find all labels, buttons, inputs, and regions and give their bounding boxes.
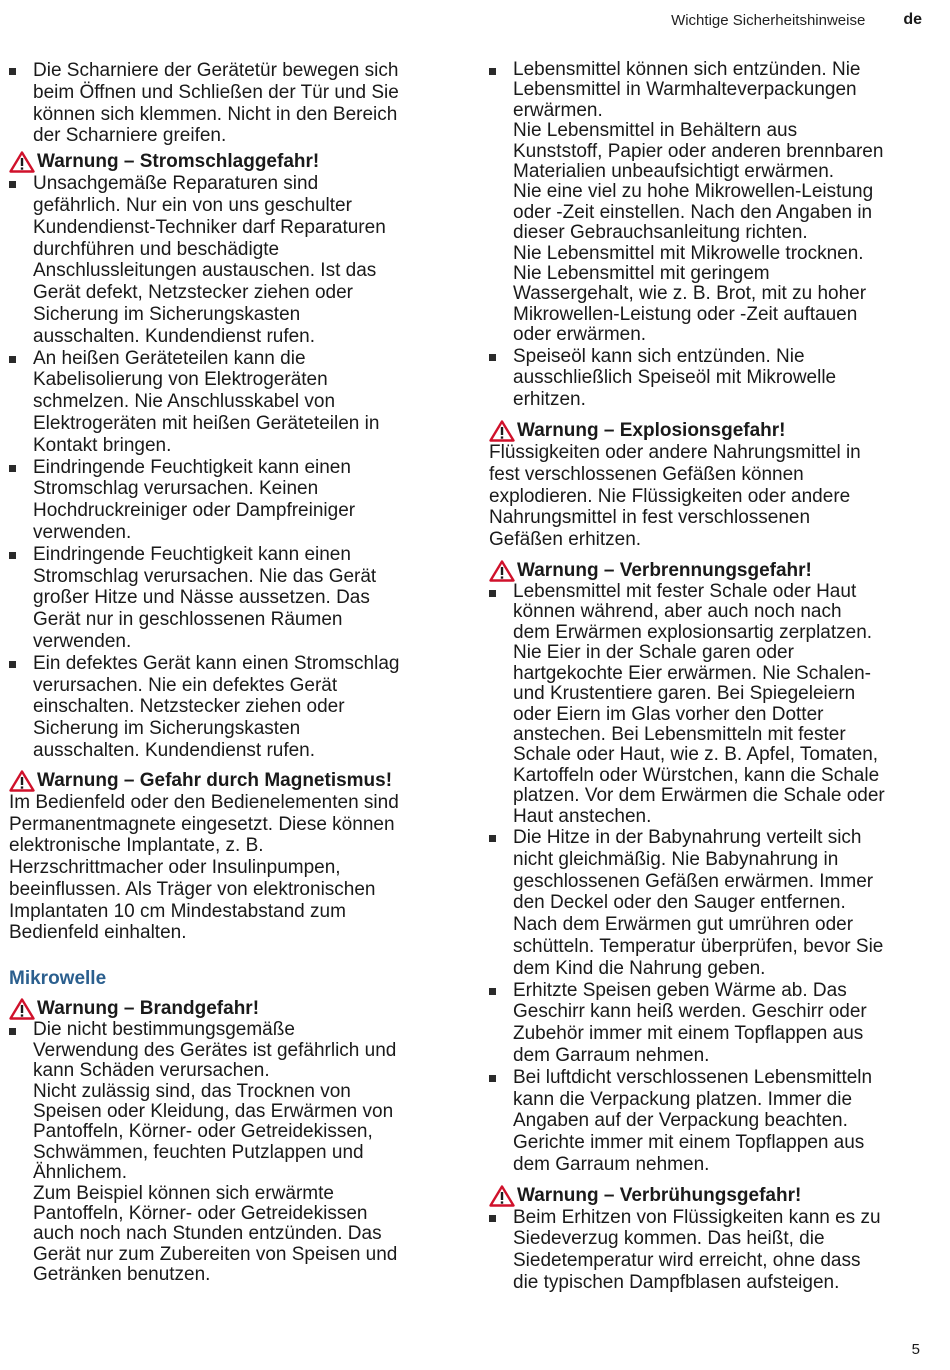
text-line: Hochdruckreiniger oder Dampfreiniger	[33, 500, 356, 522]
text-line: kann Schäden verursachen.	[33, 1060, 270, 1082]
list-item-baby-food	[489, 827, 934, 980]
text-line: Kabelisolierung von Elektrogeräten	[33, 369, 328, 391]
text-line: Ähnlichem.	[33, 1162, 127, 1184]
text-line: Mikrowellen-Leistung oder -Zeit auftauen	[513, 303, 858, 325]
text-line: oder Eiern im Glas vorher den Dotter	[513, 703, 824, 725]
text-line: Kartoffeln oder Würstchen, kann die Schale	[513, 764, 880, 786]
text-line: Bedienfeld einhalten.	[9, 922, 187, 944]
text-line: platzen. Vor dem Erwärmen die Schale oder	[513, 785, 885, 807]
text-line: und Krustentiere garen. Bei Spiegeleiern	[513, 683, 856, 705]
text-line: dem Erwärmen explosionsartig zerplatzen.	[513, 621, 873, 643]
item-text	[513, 827, 934, 980]
item-text	[513, 582, 934, 827]
text-line: oder -Zeit einstellen. Nach den Angaben in	[513, 201, 873, 223]
text-line: Lebensmittel in Warmhalteverpackungen	[513, 79, 857, 101]
text-line: Nicht zulässig sind, das Trocknen von	[33, 1080, 351, 1102]
text-line: einschalten. Netzstecker ziehen oder	[33, 696, 345, 718]
text-line: erwärmen.	[513, 99, 603, 121]
item-text	[513, 60, 934, 346]
text-line: verursachen. Nie ein defektes Gerät	[33, 674, 338, 696]
text-line: können während, aber auch noch nach	[513, 601, 842, 623]
text-line: Stromschlag verursachen. Keinen	[33, 478, 319, 500]
right-column	[489, 60, 934, 1294]
text-line: auch noch nach Stunden entzünden. Das	[33, 1223, 382, 1245]
list-item-oil	[489, 346, 934, 411]
text-line: Eindringende Feuchtigkeit kann einen	[33, 543, 351, 565]
text-line: Die nicht bestimmungsgemäße	[33, 1019, 295, 1041]
text-line: Kontakt bringen.	[33, 434, 172, 456]
text-line: Stromschlag verursachen. Nie das Gerät	[33, 565, 377, 587]
item-text	[33, 60, 454, 147]
text-line: Nie Lebensmittel in Behältern aus	[513, 120, 798, 142]
warning-title: Warnung – Brandgefahr!	[37, 998, 260, 1020]
bullet-icon	[489, 354, 496, 361]
text-line: Gerät defekt, Netzstecker ziehen oder	[33, 282, 353, 304]
text-line: anstechen. Bei Lebensmitteln mit fester	[513, 723, 846, 745]
warning-heading-magnetismus	[9, 770, 454, 792]
text-line: den Deckel oder den Sauger entfernen.	[513, 892, 846, 914]
text-line: beeinflussen. Als Träger von elektronischen	[9, 878, 376, 900]
text-line: Nie Lebensmittel mit Mikrowelle trocknen.	[513, 242, 864, 264]
text-line: nicht gleichmäßig. Nie Babynahrung in	[513, 848, 839, 870]
bullet-icon	[489, 1075, 496, 1082]
text-line: erhitzen.	[513, 389, 586, 411]
text-line: Wassergehalt, wie z. B. Brot, mit zu hoher	[513, 283, 867, 305]
warning-triangle-icon	[9, 151, 35, 173]
warning-title: Warnung – Gefahr durch Magnetismus!	[37, 769, 393, 791]
list-item-shell	[489, 582, 934, 827]
text-line: durchführen und beschädigte	[33, 238, 280, 260]
list-item-boiling	[489, 1207, 934, 1294]
text-line: großer Hitze und Nässe aussetzen. Das	[33, 587, 370, 609]
explosion-paragraph	[489, 442, 934, 551]
text-line: Gerät nur in geschlossenen Räumen	[33, 609, 343, 631]
bullet-icon	[9, 661, 16, 668]
bullet-icon	[489, 1215, 496, 1222]
text-line: Pantoffeln, Körner- oder Getreidekissen	[33, 1202, 368, 1224]
text-line: dieser Gebrauchsanleitung richten.	[513, 222, 808, 244]
text-line: Erhitzte Speisen geben Wärme ab. Das	[513, 979, 847, 1001]
text-line: dem Kind die Nahrung geben.	[513, 957, 766, 979]
warning-heading-burn	[489, 560, 934, 582]
text-line: Schwämmen, feuchten Putzlappen und	[33, 1141, 364, 1163]
text-line: Lebensmittel mit fester Schale oder Haut	[513, 581, 857, 603]
text-line: Zum Beispiel können sich erwärmte	[33, 1182, 334, 1204]
warning-title: Warnung – Stromschlaggefahr!	[37, 151, 320, 173]
list-item-hinges	[9, 60, 454, 147]
item-text	[33, 348, 454, 457]
text-line: Nach dem Erwärmen gut umrühren oder	[513, 914, 854, 936]
text-line: Speiseöl kann sich entzünden. Nie	[513, 345, 805, 367]
header-language: de	[903, 11, 922, 28]
text-line: gefährlich. Nur ein von uns geschulter	[33, 194, 352, 216]
bullet-icon	[489, 68, 496, 75]
bullet-icon	[9, 465, 16, 472]
text-line: Die Hitze in der Babynahrung verteilt sich	[513, 826, 862, 848]
text-line: oder erwärmen.	[513, 324, 647, 346]
bullet-icon	[489, 590, 496, 597]
text-line: Nie eine viel zu hohe Mikrowellen-Leistung	[513, 181, 874, 203]
list-item-repairs	[9, 173, 454, 347]
header-title: Wichtige Sicherheitshinweise	[671, 11, 866, 29]
text-line: Permanentmagnete eingesetzt. Diese können	[9, 813, 395, 835]
text-line: Ein defektes Gerät kann einen Stromschlag	[33, 652, 400, 674]
bullet-icon	[9, 68, 16, 75]
text-line: Materialien unbeaufsichtigt erwärmen.	[513, 161, 835, 183]
text-line: Nie Lebensmittel mit geringem	[513, 263, 770, 285]
list-item-airtight	[489, 1067, 934, 1176]
list-item-moisture-heat	[9, 544, 454, 653]
text-line: können sich klemmen. Nicht in den Bereich	[33, 103, 398, 125]
text-line: der Scharniere greifen.	[33, 125, 227, 147]
list-item-moisture-cleaner	[9, 457, 454, 544]
text-line: Angaben auf der Verpackung beachten.	[513, 1110, 848, 1132]
text-line: An heißen Geräteteilen kann die	[33, 347, 306, 369]
list-item-food-ignite	[489, 60, 934, 346]
warning-title: Warnung – Explosionsgefahr!	[517, 420, 786, 442]
text-line: Im Bedienfeld oder den Bedienelementen sind	[9, 791, 399, 813]
text-line: Schale oder Haut, wie z. B. Apfel, Tomaten,	[513, 744, 879, 766]
warning-triangle-icon	[489, 1185, 515, 1207]
text-line: ausschließlich Speiseöl mit Mikrowelle	[513, 367, 837, 389]
text-line: dem Garraum nehmen.	[513, 1044, 710, 1066]
bullet-icon	[9, 1028, 16, 1035]
warning-heading-brand	[9, 998, 454, 1020]
text-line: Siedeverzug kommen. Das heißt, die	[513, 1228, 825, 1250]
text-line: Elektrogeräten mit heißen Geräteteilen in	[33, 412, 380, 434]
bullet-icon	[9, 181, 16, 188]
item-text	[33, 457, 454, 544]
list-item-heated-food	[489, 980, 934, 1067]
warning-triangle-icon	[489, 420, 515, 442]
text-line: Getränken benutzen.	[33, 1264, 211, 1286]
text-line: schmelzen. Nie Anschlusskabel von	[33, 391, 336, 413]
warning-heading-scald	[489, 1185, 934, 1207]
text-line: Eindringende Feuchtigkeit kann einen	[33, 456, 351, 478]
text-line: Anschlussleitungen austauschen. Ist das	[33, 260, 377, 282]
left-column	[9, 60, 454, 1286]
text-line: ausschalten. Kundendienst rufen.	[33, 325, 316, 347]
item-text	[33, 1020, 454, 1285]
text-line: Geschirr kann heiß werden. Geschirr oder	[513, 1001, 867, 1023]
page-number: 5	[911, 1341, 920, 1358]
text-line: Sicherung im Sicherungskasten	[33, 303, 301, 325]
text-line: schütteln. Temperatur überprüfen, bevor Sie	[513, 935, 884, 957]
magnet-paragraph	[9, 792, 454, 945]
text-line: Beim Erhitzen von Flüssigkeiten kann es zu	[513, 1206, 881, 1228]
item-text	[33, 173, 454, 347]
bullet-icon	[489, 988, 496, 995]
item-text	[513, 980, 934, 1067]
text-line: kann die Verpackung platzen. Immer die	[513, 1088, 853, 1110]
text-line: Gerichte immer mit einem Topflappen aus	[513, 1132, 865, 1154]
text-line: Flüssigkeiten oder andere Nahrungsmittel in	[489, 442, 861, 464]
text-line: Speisen oder Kleidung, das Erwärmen von	[33, 1100, 394, 1122]
text-line: Kunststoff, Papier oder anderen brennbaren	[513, 140, 884, 162]
text-line: verwenden.	[33, 521, 132, 543]
text-line: beim Öffnen und Schließen der Tür und Sie	[33, 81, 399, 103]
text-line: Siedetemperatur wird erreicht, ohne dass	[513, 1250, 861, 1272]
item-text	[33, 653, 454, 762]
text-line: Haut anstechen.	[513, 805, 652, 827]
text-line: Bei luftdicht verschlossenen Lebensmitteln	[513, 1066, 873, 1088]
page-header	[671, 9, 922, 31]
text-line: dem Garraum nehmen.	[513, 1153, 710, 1175]
text-line: elektronische Implantate, z. B.	[9, 835, 264, 857]
bullet-icon	[489, 835, 496, 842]
item-text	[513, 346, 934, 411]
text-line: Zubehör immer mit einem Topflappen aus	[513, 1023, 864, 1045]
text-line: Verwendung des Gerätes ist gefährlich und	[33, 1039, 397, 1061]
warning-triangle-icon	[9, 770, 35, 792]
text-line: geschlossenen Gefäßen erwärmen. Immer	[513, 870, 874, 892]
text-line: Die Scharniere der Gerätetür bewegen sich	[33, 60, 399, 81]
warning-heading-stromschlag	[9, 151, 454, 173]
warning-triangle-icon	[9, 998, 35, 1020]
bullet-icon	[9, 552, 16, 559]
text-line: Unsachgemäße Reparaturen sind	[33, 173, 319, 195]
list-item-defective	[9, 653, 454, 762]
text-line: Kundendienst-Techniker darf Reparaturen	[33, 216, 386, 238]
warning-title: Warnung – Verbrühungsgefahr!	[517, 1184, 802, 1206]
warning-title: Warnung – Verbrennungsgefahr!	[517, 560, 812, 582]
section-heading: Mikrowelle	[9, 968, 107, 990]
text-line: Pantoffeln, Körner- oder Getreidekissen,	[33, 1121, 373, 1143]
text-line: Nie Eier in der Schale garen oder	[513, 642, 794, 664]
bullet-icon	[9, 356, 16, 363]
text-line: Sicherung im Sicherungskasten	[33, 718, 301, 740]
item-text	[513, 1207, 934, 1294]
text-line: Implantaten 10 cm Mindestabstand zum	[9, 900, 346, 922]
text-line: ausschalten. Kundendienst rufen.	[33, 739, 316, 761]
text-line: Gefäßen erhitzen.	[489, 529, 642, 551]
item-text	[33, 544, 454, 653]
text-line: Gerät nur zum Zubereiten von Speisen und	[33, 1243, 398, 1265]
text-line: Herzschrittmacher oder Insulinpumpen,	[9, 857, 341, 879]
warning-heading-explosion	[489, 420, 934, 442]
text-line: Lebensmittel können sich entzünden. Nie	[513, 59, 861, 80]
text-line: die typischen Dampfblasen aufsteigen.	[513, 1272, 840, 1294]
warning-triangle-icon	[489, 560, 515, 582]
text-line: verwenden.	[33, 630, 132, 652]
list-item-improper-use	[9, 1020, 454, 1285]
list-item-hot-parts	[9, 348, 454, 457]
text-line: Nahrungsmittel in fest verschlossenen	[489, 507, 811, 529]
item-text	[513, 1067, 934, 1176]
text-line: hartgekochte Eier erwärmen. Nie Schalen-	[513, 662, 872, 684]
text-line: explodieren. Nie Flüssigkeiten oder andere	[489, 485, 851, 507]
text-line: fest verschlossenen Gefäßen können	[489, 463, 804, 485]
